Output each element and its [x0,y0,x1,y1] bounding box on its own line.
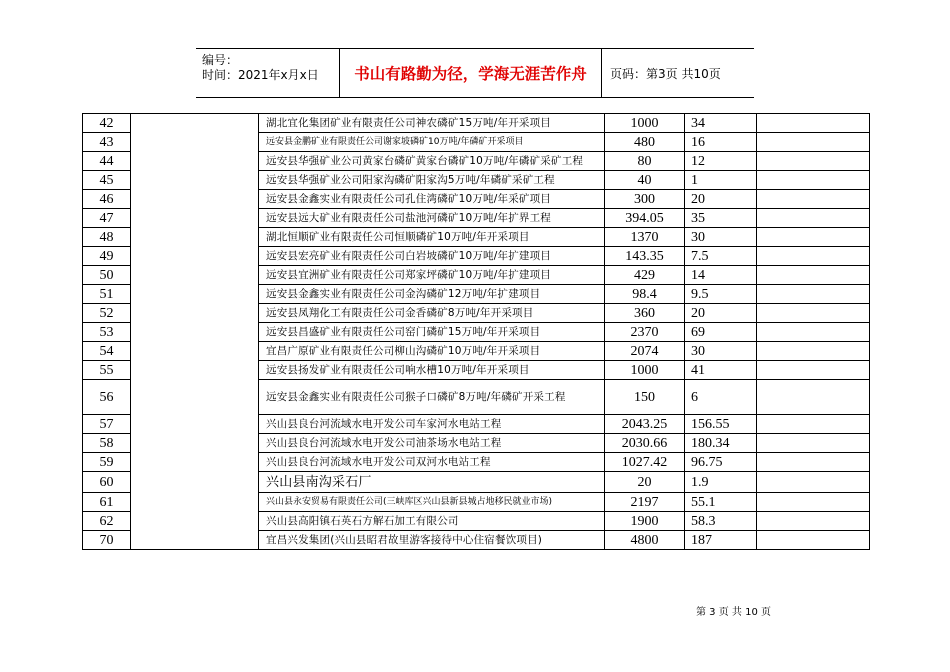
row-number: 42 [83,114,131,133]
remarks-cell [757,209,870,228]
investment-value: 394.05 [605,209,685,228]
row-number: 49 [83,247,131,266]
investment-value: 2197 [605,493,685,512]
secondary-value: 41 [685,361,757,380]
remarks-cell [757,512,870,531]
secondary-value: 30 [685,228,757,247]
remarks-cell [757,361,870,380]
header-meta [202,53,319,83]
group-cell [131,114,259,550]
secondary-value: 1.9 [685,472,757,493]
page-footer: 第 3 页 共 10 页 [696,607,771,618]
secondary-value: 16 [685,133,757,152]
investment-value: 1900 [605,512,685,531]
investment-value: 2074 [605,342,685,361]
project-table [82,113,870,550]
project-name: 远安县昌盛矿业有限责任公司窑门磷矿15万吨/年开采项目 [259,323,605,342]
secondary-value: 156.55 [685,415,757,434]
row-number: 44 [83,152,131,171]
secondary-value: 20 [685,304,757,323]
project-name: 兴山县高阳镇石英石方解石加工有限公司 [259,512,605,531]
investment-value: 1027.42 [605,453,685,472]
investment-value: 80 [605,152,685,171]
secondary-value: 1 [685,171,757,190]
investment-value: 143.35 [605,247,685,266]
row-number: 55 [83,361,131,380]
remarks-cell [757,247,870,266]
secondary-value: 58.3 [685,512,757,531]
row-number: 46 [83,190,131,209]
project-name: 远安县金鹏矿业有限责任公司谢家坡磷矿10万吨/年磷矿开采项目 [259,133,605,152]
project-name: 远安县远大矿业有限责任公司盐池河磷矿10万吨/年扩界工程 [259,209,605,228]
investment-value: 1370 [605,228,685,247]
investment-value: 150 [605,380,685,415]
row-number: 57 [83,415,131,434]
remarks-cell [757,342,870,361]
project-name: 兴山县良台河流域水电开发公司油茶场水电站工程 [259,434,605,453]
project-name: 远安县金鑫实业有限责任公司金沟磷矿12万吨/年扩建项目 [259,285,605,304]
row-number: 62 [83,512,131,531]
header-page-info: 页码：第3页 共10页 [610,67,721,81]
remarks-cell [757,266,870,285]
row-number: 70 [83,531,131,550]
project-name: 远安县凤翔化工有限责任公司金香磷矿8万吨/年开采项目 [259,304,605,323]
secondary-value: 14 [685,266,757,285]
investment-value: 2043.25 [605,415,685,434]
secondary-value: 180.34 [685,434,757,453]
project-table-body [83,114,870,550]
remarks-cell [757,114,870,133]
row-number: 56 [83,380,131,415]
secondary-value: 20 [685,190,757,209]
project-name: 宜昌广原矿业有限责任公司柳山沟磷矿10万吨/年开采项目 [259,342,605,361]
row-number: 52 [83,304,131,323]
row-number: 45 [83,171,131,190]
investment-value: 360 [605,304,685,323]
secondary-value: 12 [685,152,757,171]
row-number: 47 [83,209,131,228]
secondary-value: 187 [685,531,757,550]
secondary-value: 34 [685,114,757,133]
secondary-value: 69 [685,323,757,342]
project-name: 兴山县良台河流域水电开发公司双河水电站工程 [259,453,605,472]
row-number: 60 [83,472,131,493]
project-name: 远安县华强矿业公司黄家台磷矿黄家台磷矿10万吨/年磷矿采矿工程 [259,152,605,171]
number-label: 编号： [202,53,239,67]
remarks-cell [757,415,870,434]
secondary-value: 55.1 [685,493,757,512]
remarks-cell [757,453,870,472]
remarks-cell [757,434,870,453]
project-name: 远安县扬发矿业有限责任公司响水槽10万吨/年开采项目 [259,361,605,380]
secondary-value: 9.5 [685,285,757,304]
secondary-value: 30 [685,342,757,361]
investment-value: 300 [605,190,685,209]
investment-value: 4800 [605,531,685,550]
project-name: 兴山县永安贸易有限责任公司(三峡库区兴山县新县城占地移民就业市场) [259,493,605,512]
header-divider [601,49,602,97]
project-name: 远安县宏亮矿业有限责任公司白岩坡磷矿10万吨/年扩建项目 [259,247,605,266]
project-name: 湖北宜化集团矿业有限责任公司神农磷矿15万吨/年开采项目 [259,114,605,133]
remarks-cell [757,493,870,512]
time-label: 时间：2021年x月x日 [202,68,319,82]
row-number: 50 [83,266,131,285]
secondary-value: 7.5 [685,247,757,266]
header-motto: 书山有路勤为径，学海无涯苦作舟 [354,64,587,83]
investment-value: 98.4 [605,285,685,304]
investment-value: 1000 [605,361,685,380]
remarks-cell [757,133,870,152]
secondary-value: 96.75 [685,453,757,472]
remarks-cell [757,323,870,342]
row-number: 51 [83,285,131,304]
table-row [83,114,870,133]
remarks-cell [757,472,870,493]
project-name: 兴山县良台河流域水电开发公司车家河水电站工程 [259,415,605,434]
remarks-cell [757,285,870,304]
project-name: 湖北恒顺矿业有限责任公司恒顺磷矿10万吨/年开采项目 [259,228,605,247]
secondary-value: 35 [685,209,757,228]
page-header [196,48,754,98]
project-name: 远安县华强矿业公司阳家沟磷矿阳家沟5万吨/年磷矿采矿工程 [259,171,605,190]
secondary-value: 6 [685,380,757,415]
project-name: 远安县金鑫实业有限责任公司猴子口磷矿8万吨/年磷矿开采工程 [259,380,605,415]
project-name: 远安县金鑫实业有限责任公司孔住湾磷矿10万吨/年采矿项目 [259,190,605,209]
remarks-cell [757,304,870,323]
investment-value: 2370 [605,323,685,342]
row-number: 53 [83,323,131,342]
remarks-cell [757,380,870,415]
remarks-cell [757,171,870,190]
remarks-cell [757,228,870,247]
row-number: 43 [83,133,131,152]
investment-value: 40 [605,171,685,190]
row-number: 48 [83,228,131,247]
row-number: 61 [83,493,131,512]
remarks-cell [757,152,870,171]
project-name: 兴山县南沟采石厂 [259,472,605,493]
project-name: 宜昌兴发集团(兴山县昭君故里游客接待中心住宿餐饮项目) [259,531,605,550]
investment-value: 20 [605,472,685,493]
row-number: 58 [83,434,131,453]
row-number: 54 [83,342,131,361]
project-name: 远安县宜洲矿业有限责任公司郑家坪磷矿10万吨/年扩建项目 [259,266,605,285]
remarks-cell [757,531,870,550]
investment-value: 429 [605,266,685,285]
investment-value: 2030.66 [605,434,685,453]
row-number: 59 [83,453,131,472]
remarks-cell [757,190,870,209]
investment-value: 1000 [605,114,685,133]
investment-value: 480 [605,133,685,152]
